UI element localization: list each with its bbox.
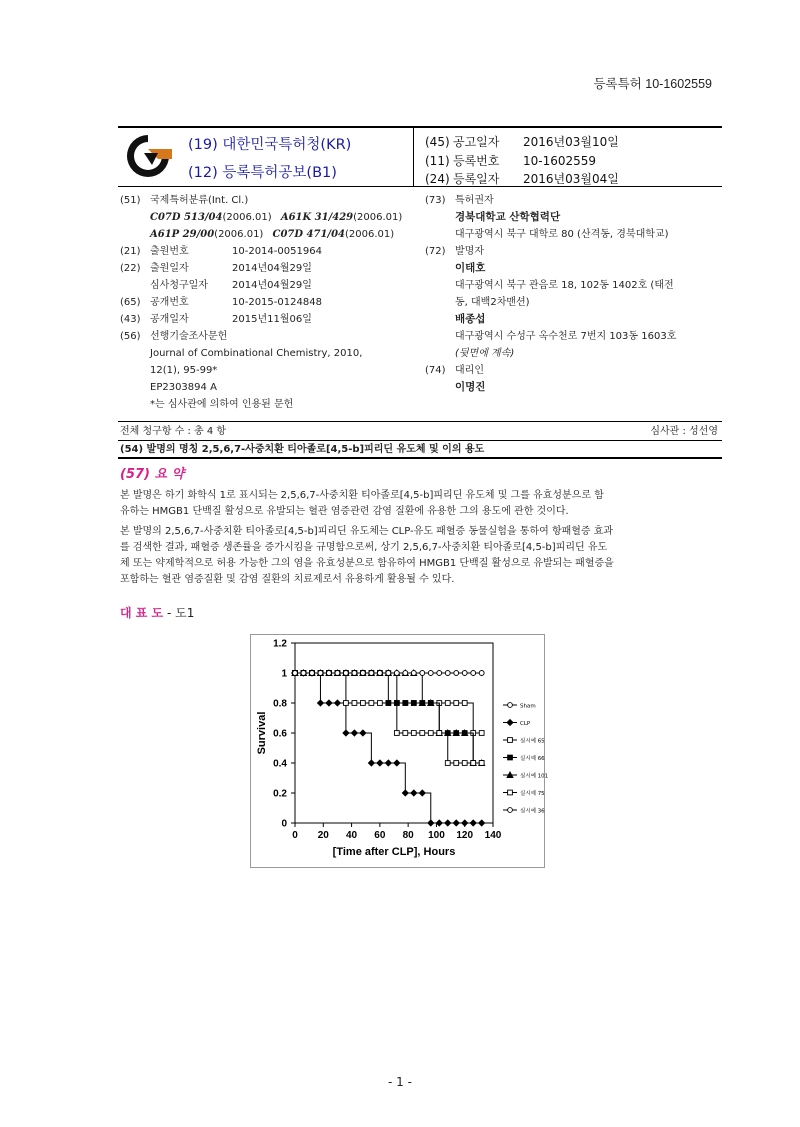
data-point: [445, 820, 451, 826]
ipc-codes-line-1: C07D 513/04(2006.01) A61K 31/429(2006.01): [150, 212, 403, 223]
legend-label: CLP: [520, 721, 531, 727]
data-point: [428, 731, 433, 736]
data-point: [411, 731, 416, 736]
representative-figure-value: - 도1: [163, 606, 195, 620]
x-tick-label: 120: [456, 830, 474, 841]
legend-label: Sham: [520, 703, 536, 710]
data-point: [445, 671, 450, 676]
data-point: [445, 701, 450, 706]
header-top-rule: [118, 126, 722, 128]
x-tick-label: 100: [428, 830, 445, 841]
legend-label: 실시예 65: [520, 738, 545, 745]
agent-heading: (74) 대리인: [425, 365, 484, 376]
x-tick-label: 40: [346, 830, 358, 841]
claims-count: 전체 청구항 수 : 총 4 항: [120, 426, 227, 437]
legend-label: 실시예 36: [520, 808, 545, 815]
data-point: [403, 731, 408, 736]
representative-figure: [120, 604, 194, 621]
inventor-1-address: 대구광역시 북구 관음로 18, 102동 1402호 (태전: [455, 280, 674, 291]
inventor-1-address-cont: 동, 대백2차맨션): [455, 297, 530, 308]
data-point: [508, 703, 513, 708]
survival-chart: [250, 634, 549, 868]
data-point: [377, 671, 382, 676]
owner-heading: (73) 특허권자: [425, 195, 494, 206]
y-tick-label: 1: [281, 668, 287, 680]
claims-top-rule: [118, 421, 722, 422]
ipc-heading: (51) 국제특허분류(Int. Cl.): [120, 195, 249, 206]
y-tick-label: 0.8: [273, 698, 287, 710]
ipc-codes-line-2: A61P 29/00(2006.01) C07D 471/04(2006.01): [150, 229, 395, 240]
y-tick-label: 0: [281, 818, 287, 830]
abstract-paragraph-1: 본 발명은 하기 화학식 1로 표시되는 2,5,6,7-사중치환 티아졸로[4,5-b]피리딘 유도체 및 그를 유효성분으로 함 유하는 HMGB1 단백질 활성으로 유발되는 혈관 염증관련 감염 질환에 유용한 그의 용도에 관한 것이다.: [120, 490, 604, 517]
data-point: [317, 700, 323, 706]
survival-chart-svg: [251, 635, 549, 867]
data-point: [453, 820, 459, 826]
inventor-2-address: 대구광역시 수성구 옥수천로 7번지 103동 1603호: [455, 331, 677, 342]
data-point: [471, 671, 476, 676]
application-number-row: (21) 출원번호 10-2014-0051964: [120, 246, 322, 257]
owner-address: 대구광역시 북구 대학로 80 (산격동, 경북대학교): [455, 229, 669, 240]
registration-date-row: (24) 등록일자 2016년03월04일: [425, 172, 619, 186]
publication-number-row: (65) 공개번호 10-2015-0124848: [120, 297, 322, 308]
data-point: [344, 671, 349, 676]
data-point: [436, 820, 442, 826]
legend-label: 실시예 101: [520, 773, 549, 780]
laid-open-date-row: (43) 공개일자 2015년11월06일: [120, 314, 312, 325]
inventor-heading: (72) 발명자: [425, 246, 484, 257]
data-point: [360, 701, 365, 706]
legend-label: 실시예 66: [520, 756, 545, 762]
data-point: [420, 671, 425, 676]
data-point: [508, 790, 513, 795]
data-point: [445, 761, 450, 766]
kipo-logo-icon: [122, 131, 174, 181]
data-point: [386, 671, 391, 676]
data-point: [411, 701, 416, 706]
data-point: [385, 760, 391, 766]
data-point: [344, 701, 349, 706]
data-point: [411, 790, 417, 796]
document-number: 등록특허 10-1602559: [593, 77, 712, 91]
publication-date-row: (45) 공고일자 2016년03월10일: [425, 135, 619, 149]
y-tick-label: 0.4: [273, 758, 287, 770]
y-tick-label: 0.2: [273, 788, 287, 800]
data-point: [462, 820, 468, 826]
x-tick-label: 20: [317, 830, 329, 841]
invention-title: (54) 발명의 명칭 2,5,6,7-사중치환 티아졸로[4,5-b]피리딘 유도체 및 이의 용도: [120, 444, 485, 455]
data-point: [428, 671, 433, 676]
data-point: [369, 701, 374, 706]
data-point: [403, 701, 408, 706]
data-point: [293, 671, 298, 676]
data-point: [462, 701, 467, 706]
x-tick-label: 80: [402, 830, 414, 841]
data-point: [326, 700, 332, 706]
agent-name: 이명진: [455, 381, 486, 393]
y-tick-label: 1.2: [273, 638, 287, 650]
data-point: [479, 820, 485, 826]
data-point: [335, 671, 340, 676]
inventor-2-name: 배종섭: [455, 313, 486, 325]
x-tick-label: 60: [374, 830, 386, 841]
publication-type: (12) 등록특허공보(B1): [188, 165, 337, 181]
prior-art-heading: (56) 선행기술조사문헌: [120, 331, 228, 342]
data-point: [508, 808, 513, 813]
data-point: [454, 761, 459, 766]
data-point: [479, 671, 484, 676]
data-point: [352, 701, 357, 706]
data-point: [394, 731, 399, 736]
data-point: [386, 701, 391, 706]
data-point: [352, 671, 357, 676]
data-point: [343, 730, 349, 736]
data-point: [508, 738, 513, 743]
data-point: [327, 671, 332, 676]
continued-note: (뒷면에 계속): [455, 348, 515, 359]
legend-label: 실시예 75: [520, 791, 545, 797]
data-point: [479, 731, 484, 736]
page-number: - 1 -: [388, 1075, 412, 1089]
data-point: [360, 671, 365, 676]
representative-figure-label: 대 표 도: [120, 606, 164, 620]
abstract-heading: (57) 요 약: [120, 467, 185, 482]
x-tick-label: 140: [484, 830, 502, 841]
examiner: 심사관 : 성선영: [650, 426, 718, 437]
data-point: [402, 790, 408, 796]
bibliographic-left: [120, 192, 420, 413]
x-axis-label: [Time after CLP], Hours: [332, 846, 456, 858]
data-point: [411, 671, 416, 676]
data-point: [508, 755, 513, 760]
prior-art-ref-1-cont: 12(1), 95-99*: [150, 365, 218, 376]
data-point: [462, 671, 467, 676]
data-point: [437, 671, 442, 676]
exam-request-date-row: 심사청구일자 2014년04월29일: [150, 280, 312, 291]
data-point: [334, 700, 340, 706]
prior-art-ref-2: EP2303894 A: [150, 382, 217, 393]
data-point: [377, 701, 382, 706]
header-bottom-rule: [118, 186, 722, 187]
bibliographic-right: [425, 192, 725, 396]
data-point: [507, 720, 513, 726]
data-point: [454, 701, 459, 706]
data-point: [369, 671, 374, 676]
data-point: [470, 820, 476, 826]
data-point: [419, 790, 425, 796]
data-point: [403, 671, 408, 676]
data-point: [360, 730, 366, 736]
data-point: [368, 760, 374, 766]
x-tick-label: 0: [292, 830, 298, 841]
data-point: [318, 671, 323, 676]
prior-art-ref-1: Journal of Combinational Chemistry, 2010,: [150, 348, 363, 359]
header-divider: [413, 126, 414, 187]
office-name: (19) 대한민국특허청(KR): [188, 137, 352, 153]
inventor-1-name: 이태호: [455, 262, 486, 274]
data-point: [351, 730, 357, 736]
data-point: [420, 731, 425, 736]
prior-art-note: *는 심사관에 의하여 인용된 문헌: [150, 399, 294, 410]
abstract-paragraph-2: 본 발명의 2,5,6,7-사중치환 티아졸로[4,5-b]피리딘 유도체는 CLP-유도 패혈증 동물실험을 통하여 항패혈증 효과 를 검색한 결과, 패혈증 생존률을 증가시킴을 규명함으로써, 상기 2,5,6,7-사중치환 티아졸로[4,5-b]피리딘 유도 체 또는 약제학적으로 허용 가능한 그의 염을 유효성분으로 함유하여 HMGB1 단백질 활성으로 유발되는 패혈증을 포함하는 혈관 염증질환 및 감염 질환의 치료제로서 유용하게 활용될 수 있다.: [120, 526, 614, 585]
data-point: [471, 761, 476, 766]
data-point: [394, 760, 400, 766]
application-date-row: (22) 출원일자 2014년04월29일: [120, 263, 312, 274]
data-point: [454, 671, 459, 676]
data-point: [394, 671, 399, 676]
data-point: [377, 760, 383, 766]
y-axis-label: Survival: [256, 711, 268, 755]
y-tick-label: 0.6: [273, 728, 287, 740]
series-line: [295, 673, 482, 763]
data-point: [479, 761, 484, 766]
data-point: [310, 671, 315, 676]
data-point: [301, 671, 306, 676]
data-point: [462, 761, 467, 766]
data-point: [428, 820, 434, 826]
title-bottom-rule: [118, 457, 722, 459]
owner-name: 경북대학교 산학협력단: [455, 211, 561, 223]
registration-number-row: (11) 등록번호 10-1602559: [425, 154, 597, 168]
data-point: [437, 731, 442, 736]
